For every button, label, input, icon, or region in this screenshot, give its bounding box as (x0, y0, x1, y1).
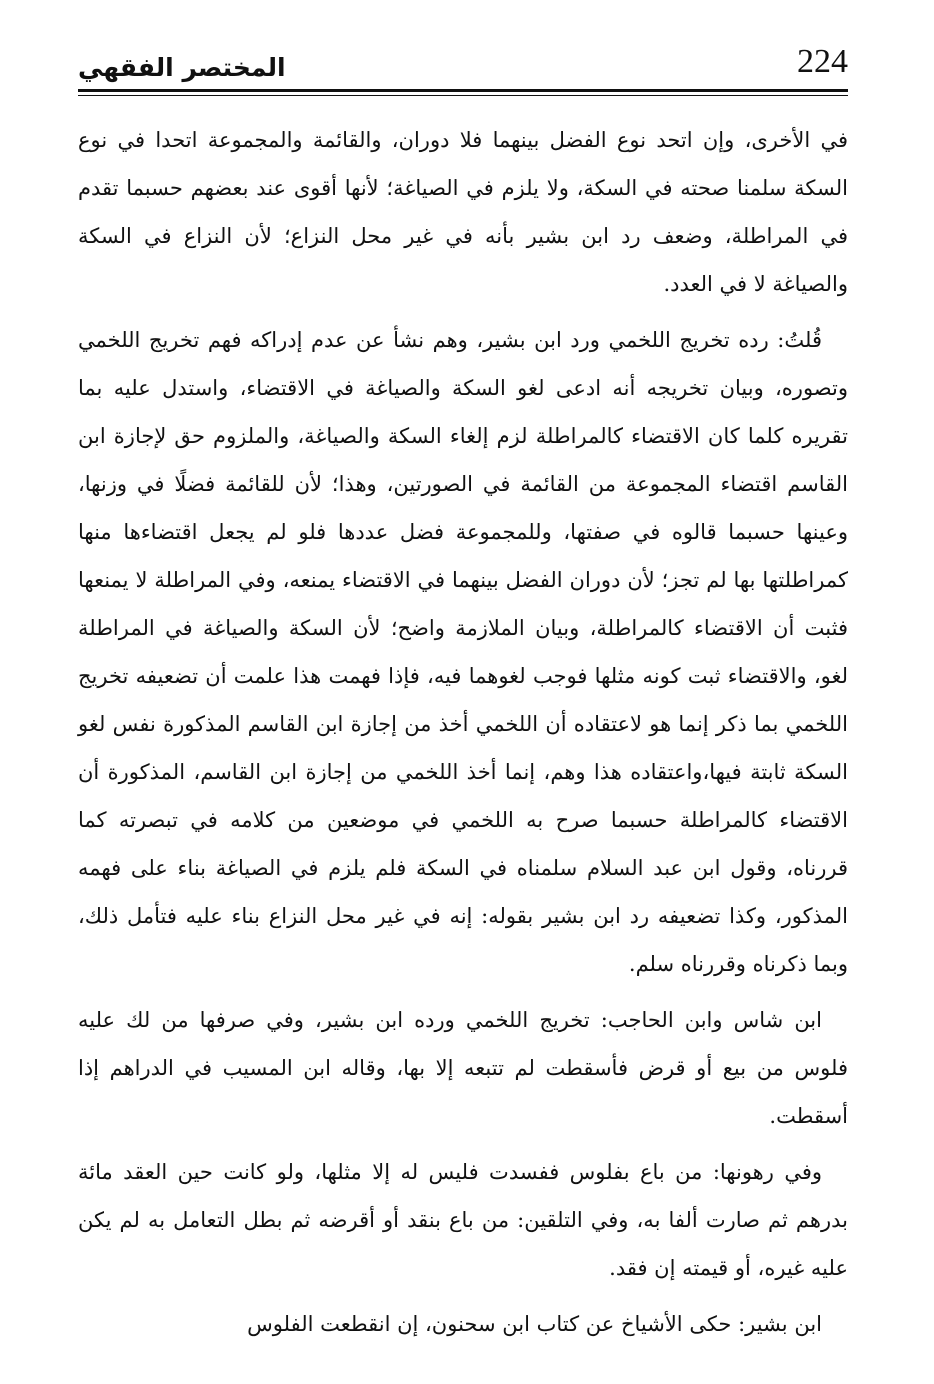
header-rule-thin (78, 95, 848, 96)
paragraph: في الأخرى، وإن اتحد نوع الفضل بينهما فلا دوران، والقائمة والمجموعة اتحدا في نوع السكة سلمنا صحته في السكة، ولا يلزم في الصياغة؛ لأنها أقوى عند بعضهم حسبما تقدم في المراطلة، وضعف رد ابن بشير بأنه في غير محل النزاع؛ لأن النزاع في السكة والصياغة لا في العدد. (78, 128, 848, 296)
paragraph: ابن بشير: حكى الأشياخ عن كتاب ابن سحنون، إن انقطعت الفلوس (247, 1312, 822, 1336)
running-title: المختصر الفقهي (78, 53, 286, 82)
paragraph: قُلتُ: رده تخريج اللخمي ورد ابن بشير، وهم نشأ عن عدم إدراكه فهم تخريج اللخمي وتصوره، وبيان تخريجه أنه ادعى لغو السكة والصياغة في الاقتضاء، واستدل عليه بما تقريره كلما كان الاقتضاء كالمراطلة لزم إلغاء السكة والصياغة، والملزوم حق لإجازة ابن القاسم اقتضاء المجموعة من القائمة في الصورتين، وهذا؛ لأن للقائمة فضلًا في وزنها، وعينها حسبما قالوه في صفتها، وللمجموعة فضل عددها فلو لم يجعل اقتضاءها منها كمراطلتها بها لم تجز؛ لأن دوران الفضل بينهما في الاقتضاء يمنعه، وفي المراطلة لا يمنعها فثبت أن الاقتضاء كالمراطلة، وبيان الملازمة واضح؛ لأن السكة والصياغة في المراطلة لغو، والاقتضاء ثبت كونه مثلها فوجب لغوهما فيه، فإذا فهمت هذا علمت أن تضعيفه تخريج اللخمي بما ذكر إنما هو لاعتقاده أن اللخمي أخذ من إجازة ابن القاسم المذكورة نفس لغو السكة ثابتة فيها،واعتقاده هذا وهم، إنما أخذ اللخمي من إجازة ابن القاسم، المذكورة أن الاقتضاء كالمراطلة حسبما صرح به اللخمي في موضعين من كلامه في تبصرته كما قررناه، وقول ابن عبد السلام سلمناه في السكة فلم يلزم في الصياغة بناء على فهمه المذكور، وكذا تضعيفه رد ابن بشير بقوله: إنه في غير محل النزاع بناء عليه فتأمل ذلك، وبما ذكرناه وقررناه سلم. (78, 328, 848, 976)
page-header (78, 40, 848, 88)
page-number: 224 (797, 43, 848, 80)
header-rule-thick (78, 89, 848, 92)
paragraph: وفي رهونها: من باع بفلوس ففسدت فليس له إلا مثلها، ولو كانت حين العقد مائة بدرهم ثم صارت ألفا به، وفي التلقين: من باع بنقد أو أقرضه ثم بطل التعامل به لم يكن عليه غيره، أو قيمته إن فقد. (78, 1160, 848, 1280)
paragraph: ابن شاس وابن الحاجب: تخريج اللخمي ورده ابن بشير، وفي صرفها من لك عليه فلوس من بيع أو قرض فأسقطت لم تتبعه إلا بها، وقاله ابن المسيب في الدراهم إذا أسقطت. (78, 1008, 848, 1128)
body-text (78, 116, 848, 1348)
